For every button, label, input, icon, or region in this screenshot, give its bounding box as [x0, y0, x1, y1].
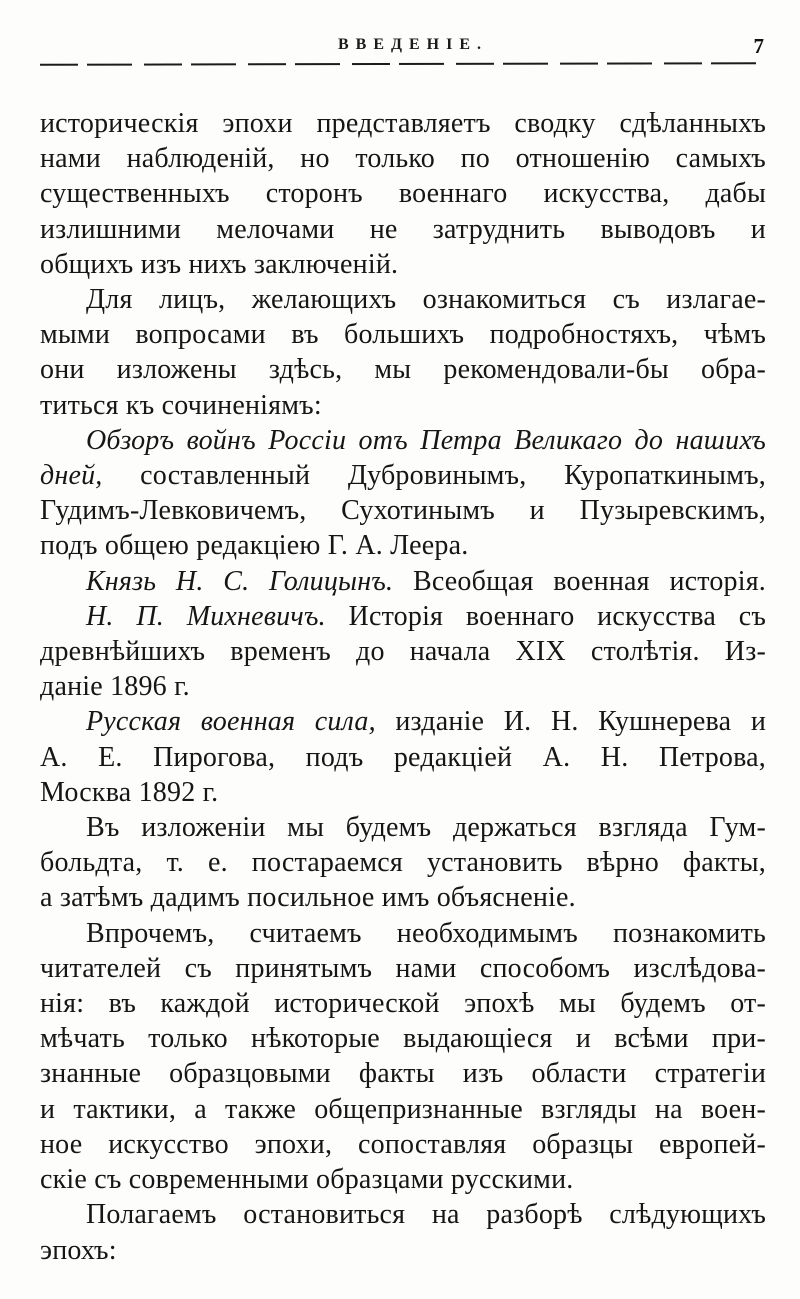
- text-run: больдта, т. е. постараемся установить вѣрно факты,: [40, 847, 766, 879]
- text-run: скіе съ современными образцами русскими.: [40, 1164, 574, 1196]
- text-line: [40, 1162, 766, 1197]
- text-line: [40, 564, 766, 599]
- text-run: изданіе И. Н. Кушнерева и: [375, 706, 766, 738]
- text-line: [40, 810, 766, 845]
- text-run: нами наблюденій, но только по отношенію самыхъ: [40, 143, 766, 175]
- text-line: [40, 880, 766, 915]
- text-run: подъ общею редакціею Г. А. Леера.: [40, 530, 469, 562]
- text-line: [40, 1197, 766, 1232]
- running-head-title: ВВЕДЕНІЕ.: [337, 36, 489, 53]
- text-run: эпохъ:: [40, 1234, 117, 1266]
- text-run: древнѣйшихъ временъ до начала XIX столѣтія. Из-: [40, 636, 766, 668]
- text-line: [40, 141, 766, 176]
- text-run: Впрочемъ, считаемъ необходимымъ познакомить: [86, 917, 766, 949]
- text-run: ное искусство эпохи, сопоставляя образцы европей-: [40, 1128, 766, 1160]
- text-run: нія: въ каждой исторической эпохѣ мы будемъ от-: [40, 988, 766, 1020]
- text-run: общихъ изъ нихъ заключеній.: [40, 248, 399, 280]
- text-run: Исторія военнаго искусства съ: [325, 600, 766, 632]
- text-line: [40, 176, 766, 211]
- text-run: Всеобщая военная исторія.: [393, 565, 766, 597]
- text-run: Гудимъ-Левковичемъ, Сухотинымъ и Пузыревскимъ,: [40, 495, 766, 527]
- text-run: Для лицъ, желающихъ ознакомиться съ излагае-: [86, 284, 766, 316]
- text-run: Москва 1892 г.: [40, 776, 219, 808]
- page-header: [40, 36, 766, 60]
- text-line: [40, 986, 766, 1021]
- text-run: даніе 1896 г.: [40, 671, 190, 703]
- text-line: [40, 247, 766, 282]
- text-run: читателей съ принятымъ нами способомъ изслѣдова-: [40, 952, 766, 984]
- text-line: [40, 317, 766, 352]
- text-line: [40, 493, 766, 528]
- text-run: а затѣмъ дадимъ посильное имъ объясненіе.: [40, 882, 576, 914]
- text-line: [40, 1092, 766, 1127]
- text-run: и тактики, а также общепризнанные взгляды на воен-: [40, 1093, 766, 1125]
- text-run: историческія эпохи представляетъ сводку сдѣланныхъ: [40, 108, 766, 139]
- italic-text-run: дней,: [40, 460, 103, 492]
- text-line: [40, 106, 766, 141]
- text-line: [40, 1233, 766, 1268]
- text-line: [40, 458, 766, 493]
- text-line: [40, 951, 766, 986]
- text-run: мѣчать только нѣкоторые выдающіеся и всѣми при-: [40, 1023, 766, 1055]
- header-rule: [40, 62, 766, 66]
- text-line: [40, 1056, 766, 1091]
- text-run: Въ изложеніи мы будемъ держаться взгляда Гум-: [86, 812, 766, 844]
- text-line: [40, 528, 766, 563]
- text-line: [40, 1021, 766, 1056]
- text-line: [40, 916, 766, 951]
- text-line: [40, 740, 766, 775]
- text-line: [40, 704, 766, 739]
- italic-text-run: Русская военная сила,: [86, 706, 376, 738]
- text-line: [40, 282, 766, 317]
- italic-text-run: Н. П. Михневичъ.: [86, 600, 326, 632]
- text-line: [40, 669, 766, 704]
- page-number: 7: [753, 34, 764, 58]
- text-line: [40, 352, 766, 387]
- text-line: [40, 423, 766, 458]
- text-line: [40, 388, 766, 423]
- text-line: [40, 634, 766, 669]
- text-run: мыми вопросами въ большихъ подробностяхъ, чѣмъ: [40, 319, 766, 351]
- text-run: Полагаемъ остановиться на разборѣ слѣдующихъ: [86, 1199, 766, 1231]
- text-run: титься къ сочиненіямъ:: [40, 389, 322, 421]
- text-line: [40, 775, 766, 810]
- text-run: знанные образцовыми факты изъ области стратегіи: [40, 1058, 766, 1090]
- text-run: существенныхъ сторонъ военнаго искусства, дабы: [40, 178, 766, 210]
- text-run: они изложены здѣсь, мы рекомендовали-бы обра-: [40, 354, 766, 386]
- text-run: А. Е. Пирогова, подъ редакціей А. Н. Петрова,: [40, 741, 766, 773]
- text-line: [40, 212, 766, 247]
- text-line: [40, 845, 766, 880]
- italic-text-run: Князь Н. С. Голицынъ.: [86, 565, 394, 597]
- text-line: [40, 1127, 766, 1162]
- text-run: излишними мелочами не затруднить выводовъ и: [40, 213, 766, 245]
- text-body: [40, 106, 766, 1268]
- text-line: [40, 599, 766, 634]
- italic-text-run: Обзоръ войнъ Россіи отъ Петра Великаго до нашихъ: [86, 424, 766, 456]
- text-run: составленный Дубровинымъ, Куропаткинымъ,: [102, 460, 766, 492]
